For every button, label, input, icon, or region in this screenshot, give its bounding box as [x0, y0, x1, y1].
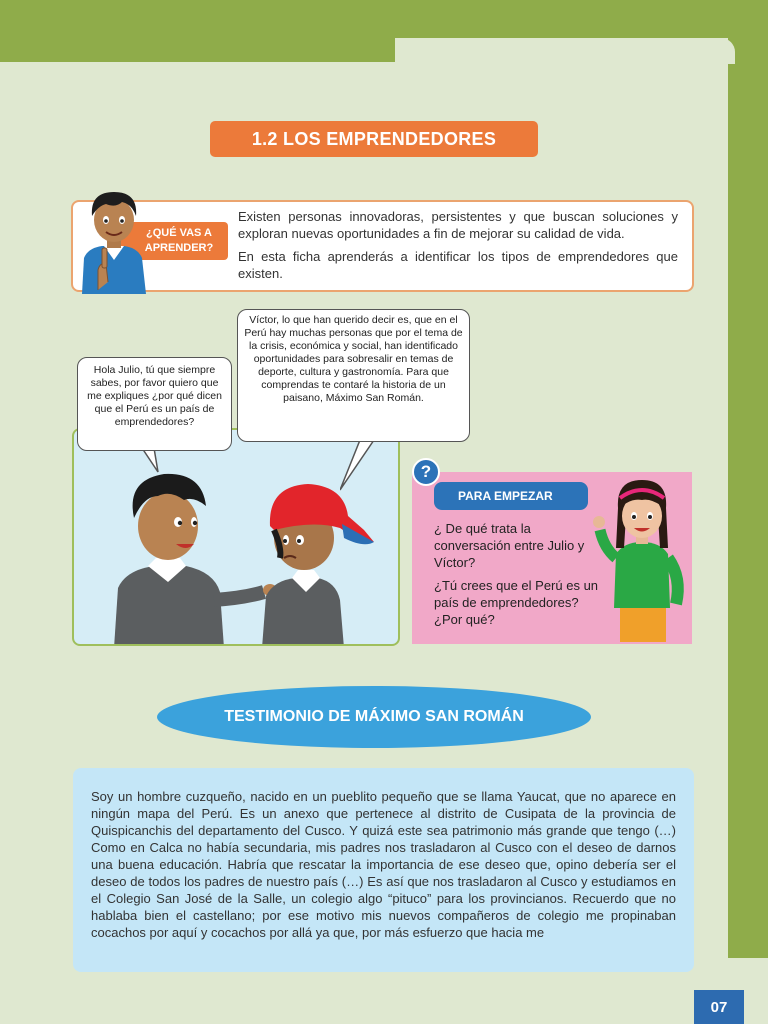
learn-paragraph-2: En esta ficha aprenderás a identificar los tipos de emprendedores que existen. — [238, 249, 678, 281]
testimony-text: Soy un hombre cuzqueño, nacido en un pueblito pequeño que se llama Yaucat, que no aparece en ningún mapa del Perú. Es un anexo que pertenece al distrito de Cusipata de la provincia de Quispicanchis del departamento del Cusco. Y quizá este sea patrimonio más grande que tengo (…) Como en Calca no había secundaria, mis padres nos trasladaron al Cusco con el deseo de darnos una buena educación. Habría que rescatar la importancia de ese deseo que, opino debería ser el deseo de todos los padres de nuestro país (…) Es así que nos trasladaron al Cusco y estudiamos en el Colegio San José de la Salle, un colegio algo “pituco” para los provincianos. Recuerdo que no hablaba bien el castellano; por ese motivo mis nuevos compañeros de colegio me propinaban cocachos por aquí y cocachos por allá ya que, por más esfuerzo que hacia me — [91, 789, 676, 940]
start-question-1: ¿ De qué trata la conversación entre Julio y Víctor? — [434, 521, 585, 570]
speech-bubble-victor: Víctor, lo que han querido decir es, que en el Perú hay muchas personas que por el tema de la crisis, económica y social, han identificado oportunidades para sobresalir en temas de deporte, cultura y gastronomía. Para que comprendas te contaré la historia de un paisano, Máximo San Román. — [237, 309, 470, 442]
frame-notch — [395, 38, 735, 64]
section-title: 1.2 LOS EMPRENDEDORES — [210, 121, 538, 157]
testimony-box — [73, 768, 694, 972]
question-icon: ? — [412, 458, 440, 486]
start-tag: PARA EMPEZAR — [434, 482, 588, 510]
bubble-tail-right — [340, 440, 380, 492]
start-questions — [434, 520, 602, 634]
frame-top-right — [395, 0, 768, 38]
boy-pointing-illustration — [76, 186, 152, 294]
frame-right-bar — [728, 0, 768, 958]
learn-text — [238, 208, 678, 288]
learn-tag-line2: APRENDER? — [144, 242, 214, 254]
learn-paragraph-1: Existen personas innovadoras, persistentes y que buscan soluciones y exploran nuevas oportunidades a fin de mejorar su calidad de vida. — [238, 209, 678, 241]
speech-bubble-julio: Hola Julio, tú que siempre sabes, por favor quiero que me expliques ¿por qué dicen que el Perú es un país de emprendedores? — [77, 357, 232, 451]
girl-illustration — [590, 478, 690, 644]
page-number: 07 — [694, 990, 744, 1024]
learn-tag-line1: ¿QUÉ VAS A — [145, 227, 212, 239]
frame-top-left — [0, 0, 395, 62]
testimony-title: TESTIMONIO DE MÁXIMO SAN ROMÁN — [157, 686, 591, 748]
start-question-2: ¿Tú crees que el Perú es un país de emprendedores? ¿Por qué? — [434, 578, 599, 627]
bubble-tail-left — [140, 448, 164, 474]
